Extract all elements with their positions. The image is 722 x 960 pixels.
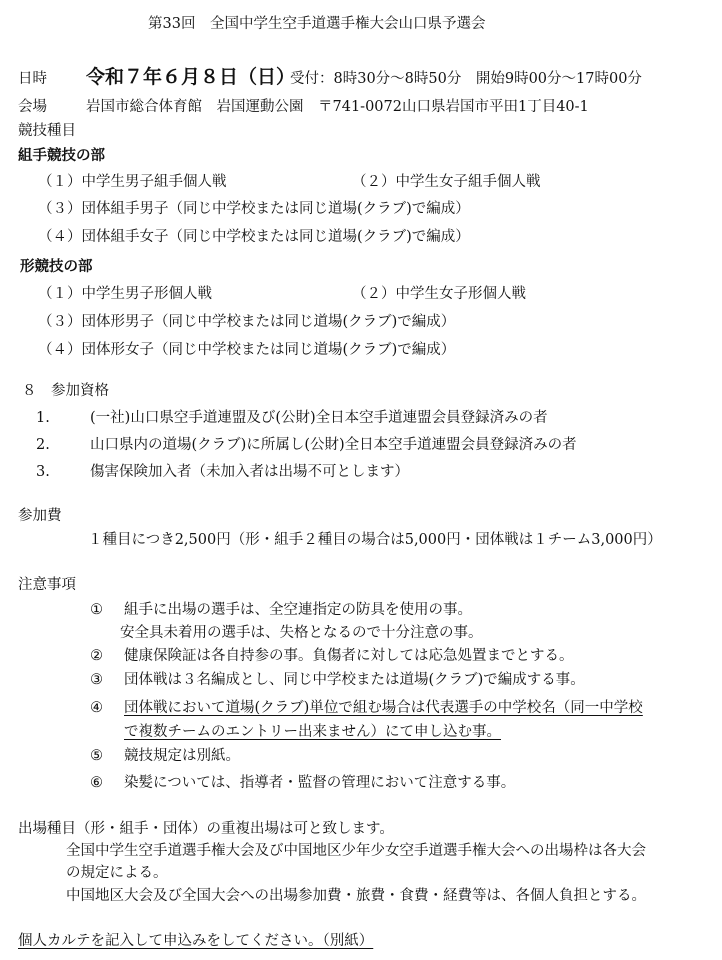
kata-item-2: （２）中学生女子形個人戦 [352, 286, 526, 302]
note-text-4b: で複数チームのエントリー出来ません）にて申し込む事。 [124, 724, 501, 740]
note-text-6: 染髪については、指導者・監督の管理において注意する事。 [124, 775, 516, 791]
eligibility-text-3: 傷害保険加入者（未加入者は出場不可とします） [90, 464, 409, 480]
eligibility-heading: ８ 参加資格 [22, 383, 109, 399]
notes-heading: 注意事項 [18, 577, 76, 593]
venue-value: 岩国市総合体育館 岩国運動公園 〒741-0072山口県岩国市平田1丁目40-1 [86, 99, 589, 115]
fee-heading: 参加費 [18, 508, 62, 524]
eligibility-text-1: (一社)山口県空手道連盟及び(公財)全日本空手道連盟会員登録済みの者 [90, 410, 548, 426]
entry-line-4: 中国地区大会及び全国大会への出場参加費・旅費・食費・経費等は、各個人負担とする。 [66, 888, 646, 904]
venue-label: 会場 [18, 99, 47, 115]
note-num-3: ③ [90, 672, 103, 688]
note-num-6: ⑥ [90, 775, 103, 791]
note-text-1a: 組手に出場の選手は、全空連指定の防具を使用の事。 [124, 602, 472, 618]
note-text-3: 団体戦は３名編成とし、同じ中学校または道場(クラブ)で編成する事。 [124, 672, 585, 688]
kata-item-4: （４）団体形女子（同じ中学校または同じ道場(クラブ)で編成） [38, 342, 456, 358]
eligibility-text-2: 山口県内の道場(クラブ)に所属し(公財)全日本空手道連盟会員登録済みの者 [90, 437, 577, 453]
footer-instruction: 個人カルテを記入して申込みをしてください。（別紙） [18, 933, 374, 949]
kumite-item-1: （１）中学生男子組手個人戦 [38, 174, 227, 190]
note-num-5: ⑤ [90, 748, 103, 764]
note-num-4: ④ [90, 700, 103, 716]
entry-line-3: の規定による。 [66, 865, 168, 881]
note-num-2: ② [90, 648, 103, 664]
kumite-item-3: （３）団体組手男子（同じ中学校または同じ道場(クラブ)で編成） [38, 201, 470, 217]
kata-heading: 形競技の部 [20, 258, 93, 275]
kumite-item-2: （２）中学生女子組手個人戦 [352, 174, 541, 190]
eligibility-num-2: 2. [36, 437, 50, 453]
kata-item-3: （３）団体形男子（同じ中学校または同じ道場(クラブ)で編成） [38, 314, 456, 330]
page-title: 第33回 全国中学生空手道選手権大会山口県予選会 [148, 16, 486, 32]
note-num-1: ① [90, 602, 103, 618]
schedule-label: 日時 [18, 71, 47, 87]
eligibility-num-3: 3. [36, 464, 50, 480]
note-text-2: 健康保険証は各自持参の事。負傷者に対しては応急処置までとする。 [124, 648, 574, 664]
events-label: 競技種目 [18, 123, 76, 139]
schedule-times: 受付：8時30分～8時50分 開始9時00分～17時00分 [290, 71, 642, 87]
kumite-item-4: （４）団体組手女子（同じ中学校または同じ道場(クラブ)で編成） [38, 229, 470, 245]
eligibility-num-1: 1. [36, 410, 50, 426]
kata-item-1: （１）中学生男子形個人戦 [38, 286, 212, 302]
schedule-date: 令和７年６月８日（日） [86, 66, 296, 88]
entry-line-1: 出場種目（形・組手・団体）の重複出場は可と致します。 [18, 821, 394, 837]
fee-text: １種目につき2,500円（形・組手２種目の場合は5,000円・団体戦は１チーム3,000円） [88, 532, 662, 548]
kumite-heading: 組手競技の部 [18, 147, 105, 164]
note-text-5: 競技規定は別紙。 [124, 748, 240, 764]
note-text-4a: 団体戦において道場(クラブ)単位で組む場合は代表選手の中学校名（同一中学校 [124, 700, 643, 716]
entry-line-2: 全国中学生空手道選手権大会及び中国地区少年少女空手道選手権大会への出場枠は各大会 [66, 843, 646, 859]
note-text-1b: 安全具未着用の選手は、失格となるので十分注意の事。 [120, 625, 483, 641]
